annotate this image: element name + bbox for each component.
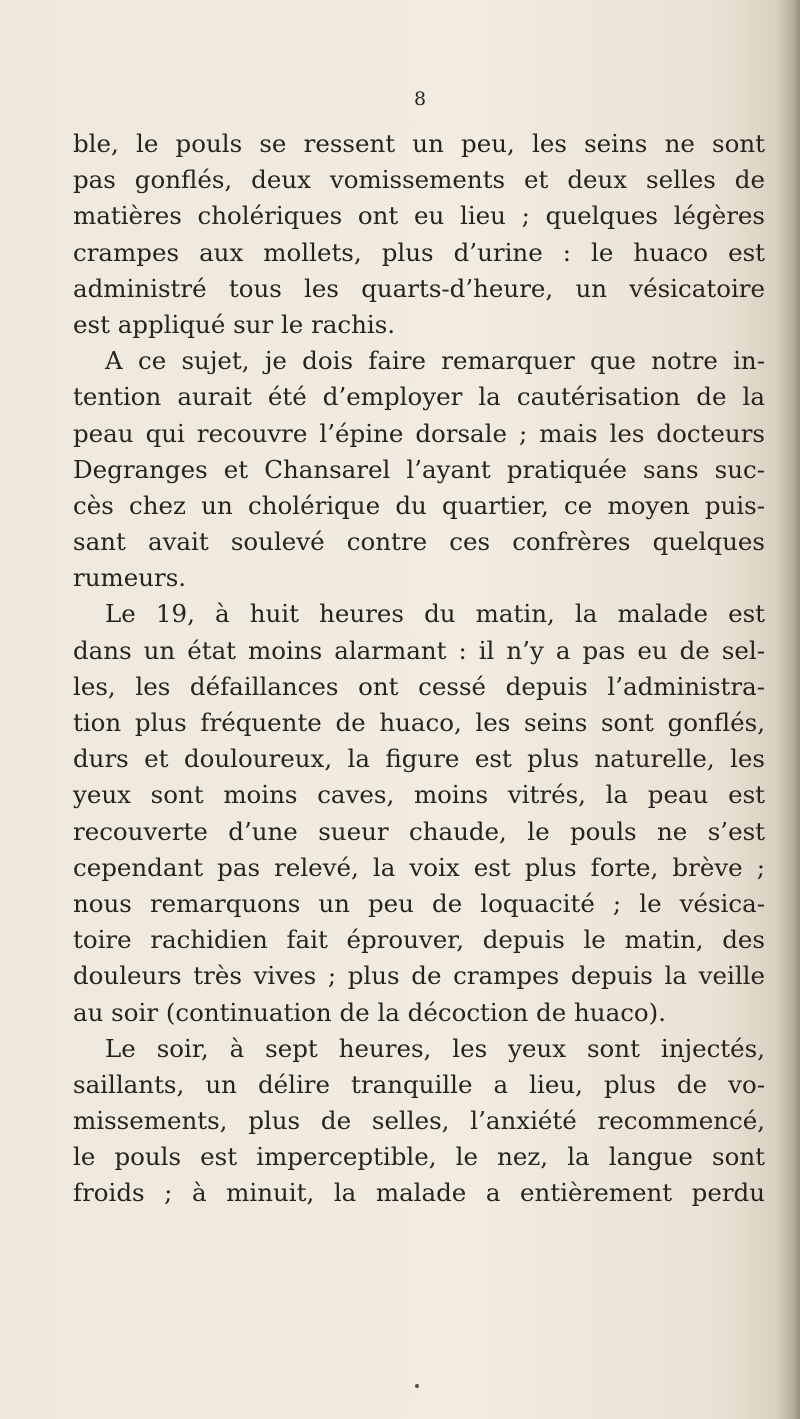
text-line: au soir (continuation de la décoction de huaco).	[73, 997, 667, 1027]
text-line: durs et douloureux, la figure est plus naturelle, les	[73, 744, 765, 774]
text-line: est appliqué sur le rachis.	[73, 309, 396, 339]
body-text	[73, 126, 765, 1212]
text-line: rumeurs.	[73, 563, 187, 593]
text-line: pas gonflés, deux vomissements et deux selles de	[73, 165, 765, 195]
text-line: sant avait soulevé contre ces confrères quelques	[73, 527, 765, 557]
page-edge-shadow	[776, 0, 800, 1419]
text-line: cependant pas relevé, la voix est plus forte, brève ;	[73, 852, 765, 882]
text-line: dans un état moins alarmant : il n’y a pas eu de sel-	[73, 635, 765, 665]
page-number: 8	[414, 88, 427, 110]
text-line: Le soir, à sept heures, les yeux sont injectés,	[105, 1033, 765, 1063]
text-line: missements, plus de selles, l’anxiété recommencé,	[73, 1106, 765, 1136]
text-line: les, les défaillances ont cessé depuis l’administra-	[73, 671, 765, 701]
text-line: Degranges et Chansarel l’ayant pratiquée sans suc-	[73, 454, 765, 484]
ink-speck	[415, 1384, 419, 1388]
text-line: tion plus fréquente de huaco, les seins sont gonflés,	[73, 708, 765, 737]
text-line: crampes aux mollets, plus d’urine : le huaco est	[73, 237, 765, 267]
text-line: peau qui recouvre l’épine dorsale ; mais les docteurs	[73, 418, 765, 448]
text-line: tention aurait été d’employer la cautérisation de la	[73, 382, 765, 412]
text-line: saillants, un délire tranquille a lieu, plus de vo-	[73, 1069, 765, 1099]
text-line: matières cholériques ont eu lieu ; quelques légères	[73, 201, 765, 231]
text-line: yeux sont moins caves, moins vitrés, la peau est	[73, 780, 765, 810]
text-line: froids ; à minuit, la malade a entièrement perdu	[73, 1178, 765, 1208]
text-line: le pouls est imperceptible, le nez, la langue sont	[73, 1142, 765, 1172]
text-line: cès chez un cholérique du quartier, ce moyen puis-	[73, 490, 765, 520]
text-line: nous remarquons un peu de loquacité ; le vésica-	[73, 888, 765, 918]
text-line: douleurs très vives ; plus de crampes depuis la veille	[73, 961, 765, 991]
text-line: Le 19, à huit heures du matin, la malade est	[105, 599, 765, 629]
text-line: A ce sujet, je dois faire remarquer que notre in-	[105, 346, 765, 376]
text-line: recouverte d’une sueur chaude, le pouls ne s’est	[73, 816, 765, 846]
text-line: toire rachidien fait éprouver, depuis le matin, des	[73, 925, 765, 955]
text-line: ble, le pouls se ressent un peu, les seins ne sont	[73, 129, 765, 158]
text-line: administré tous les quarts-d’heure, un vésicatoire	[73, 273, 765, 303]
